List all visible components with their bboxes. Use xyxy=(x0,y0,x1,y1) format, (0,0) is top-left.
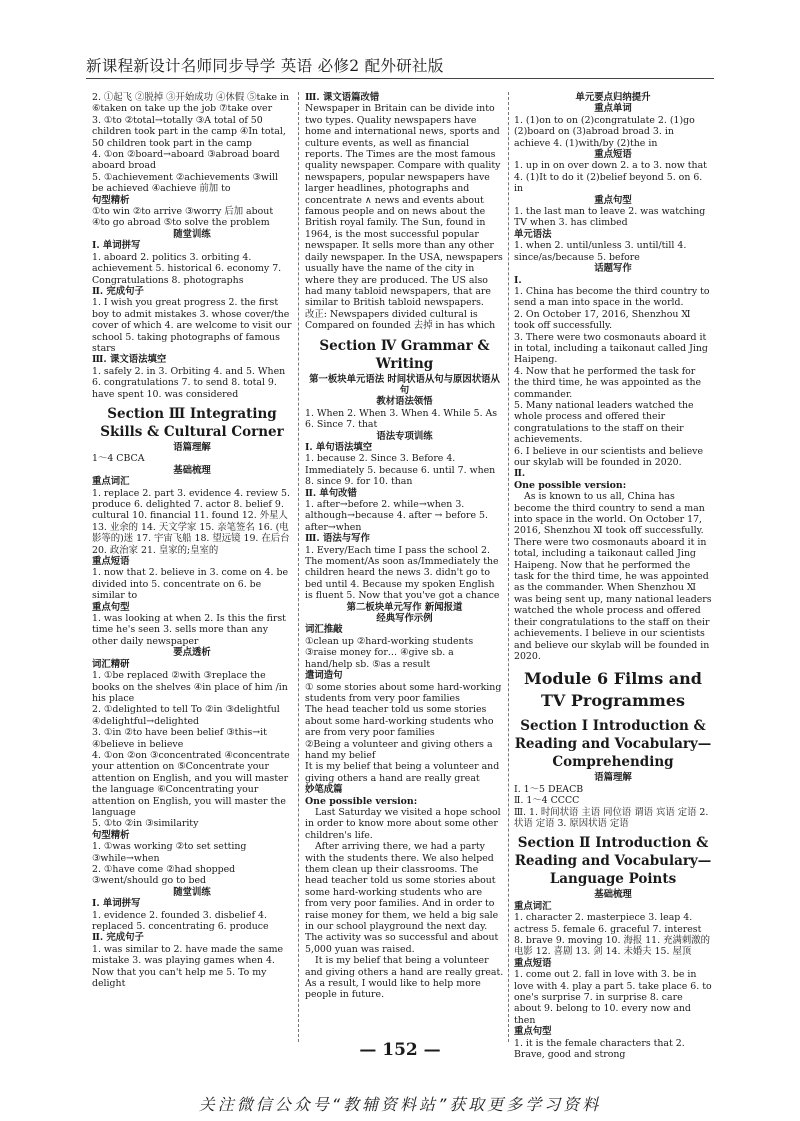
section-title: Section Ⅰ Introduction & Reading and Vocabulary—Comprehending xyxy=(514,718,712,771)
answer-line: 1. the last man to leave 2. was watching TV when 3. has climbed xyxy=(514,206,706,229)
answer-line: 1. When 2. When 3. When 4. While 5. As 6. Since 7. that xyxy=(305,407,498,431)
answer-line: 5. ①to ②in ③similarity xyxy=(92,818,199,830)
answer-line: 1. because 2. Since 3. Before 4. Immediately 5. because 6. until 7. when 8. since 9. for 10. than xyxy=(305,453,496,488)
answer-line: 1. replace 2. part 3. evidence 4. review 5. produce 6. delighted 7. actor 8. belief 9. cultural 10. financial 11. found 12. 外星人 13. 业余的 14. 天文学家 15. 亲笔签名 16. (电影等的)迷 17. 宇宙飞船 18. 望远镜 19. 在后台 20. 政治家 21. 皇家的;皇室的 xyxy=(92,487,290,556)
subsection-heading: 遣词造句 xyxy=(305,670,343,682)
answer-line: Ⅱ. 1～4 CCCC xyxy=(514,795,580,807)
answer-line: 6. I believe in our scientists and believe our skylab will be founded in 2020. xyxy=(514,445,704,468)
subsection-heading: 句型精析 xyxy=(92,829,130,841)
subsection-heading: 重点词汇 xyxy=(514,900,552,912)
column-left xyxy=(92,92,292,989)
subsection-heading: Ⅰ. 单词拼写 xyxy=(92,240,141,252)
subsection-heading: Ⅱ. 单句改错 xyxy=(305,487,357,499)
section-label: 单元要点归纳提升 xyxy=(575,92,651,103)
subsection-heading: 重点词汇 xyxy=(92,476,130,488)
section-label: 话题写作 xyxy=(594,263,632,275)
column-right xyxy=(514,92,712,1060)
page-number: — 152 — xyxy=(359,1040,441,1060)
subsection-heading: 词汇精研 xyxy=(92,658,130,670)
essay-paragraph: It is my belief that being a volunteer and giving others a hand are really great. As a result, I would like to help more people in future. xyxy=(305,955,504,1001)
answer-line: 1. ①was working ②to set setting ③while→when xyxy=(92,841,247,864)
subsection-heading: Ⅱ. 完成句子 xyxy=(92,932,144,944)
answer-line: 1. after→before 2. while→when 3. although→because 4. after → before 5. after→when xyxy=(305,499,488,533)
section-label: 随堂训练 xyxy=(173,886,211,898)
answer-line: 1. (1)on to on (2)congratulate 2. (1)go (2)board on (3)abroad broad 3. in achieve 4. (1)with/by (2)the in xyxy=(514,114,695,149)
column-divider xyxy=(508,92,509,1042)
answer-line: ②Being a volunteer and giving others a hand my belief xyxy=(305,738,493,761)
section-label: 教材语法领悟 xyxy=(376,396,433,408)
section-label: 基础梳理 xyxy=(594,889,632,901)
answer-line: Ⅰ. 1～5 DEACB xyxy=(514,783,584,795)
section-label: 第二板块单元写作 新闻报道 xyxy=(346,601,463,613)
subsection-heading: Ⅲ. 课文语法填空 xyxy=(92,354,167,366)
section-title: Section Ⅲ Integrating Skills & Cultural Corner xyxy=(100,405,284,440)
header-rule xyxy=(86,78,714,79)
section-label: 语篇理解 xyxy=(594,772,632,784)
section-label: 要点透析 xyxy=(173,647,211,659)
answer-line: 1. character 2. masterpiece 3. leap 4. actress 5. female 6. graceful 7. interest 8. brave 9. moving 10. 海报 11. 充满刺激的电影 12. 喜剧 13. 剑 14. 未婚夫 15. 屋顶 xyxy=(514,912,710,958)
subsection-heading: Ⅰ. 单词拼写 xyxy=(92,898,141,910)
answer-line: 1. it is the female characters that 2. Brave, good and strong xyxy=(514,1037,685,1061)
section-label: 语篇理解 xyxy=(173,441,211,453)
answer-line: 1. evidence 2. founded 3. disbelief 4. replaced 5. concentrating 6. produce xyxy=(92,909,269,933)
answer-line: 1. ①be replaced ②with ③replace the books on the shelves ④in place of him /in his place xyxy=(92,670,288,704)
answer-line: 2. ①起飞 ②脱掉 ③开始成功 ④休假 ⑤take in ⑥taken on take up the job ⑦take over xyxy=(92,92,290,115)
answer-line: 1. I wish you great progress 2. the first boy to admit mistakes 3. whose cover/the cover of which 4. are welcome to visit our school 5. taking photographs of famous stars xyxy=(92,297,292,354)
section-title: Section Ⅳ Grammar & Writing xyxy=(319,337,490,372)
answer-line: It is my belief that being a volunteer and giving others a hand are really great xyxy=(305,761,500,784)
answer-line: ①clean up ②hard-working students ③raise money for… ④give sb. a hand/help sb. ⑤as a result xyxy=(305,635,474,670)
answer-line: 1～4 CBCA xyxy=(92,453,145,465)
answer-line: 1. China has become the third country to send a man into space in the world. xyxy=(514,285,710,309)
section-label: 基础梳理 xyxy=(173,464,211,476)
section-label: 第一板块单元语法 时间状语从句与原因状语从句 xyxy=(309,373,500,396)
section-label: 重点单词 xyxy=(594,103,632,115)
subsection-heading: Ⅱ. 完成句子 xyxy=(92,285,144,297)
answer-line: 1. Every/Each time I pass the school 2. The moment/As soon as/Immediately the children heard the news 3. didn't go to bed until 4. Because my spoken English is fluent 5. Now that you've got a chance xyxy=(305,544,500,602)
section-label: 重点句型 xyxy=(594,194,632,206)
answer-line: 1. was looking at when 2. Is this the first time he's seen 3. sells more than any other daily newspaper xyxy=(92,613,286,647)
subsection-heading: Ⅲ. 课文语篇改错 xyxy=(305,92,380,103)
subsection-heading: 重点短语 xyxy=(92,556,130,568)
answer-line: 改正: Newspapers divided cultural is Compared on founded 去掉 in has which xyxy=(305,308,496,332)
subsection-heading: 重点句型 xyxy=(514,1026,552,1038)
module-title: Module 6 Films and TV Programmes xyxy=(524,669,702,711)
answer-line: ①to win ②to arrive ③worry 后加 about ④to go abroad ⑤to solve the problem xyxy=(92,206,274,229)
section-title: Section Ⅱ Introduction & Reading and Vocabulary—Language Points xyxy=(514,835,712,888)
answer-line: 2. ①have come ②had shopped ③went/should go to bed xyxy=(92,864,236,887)
answer-line: 3. ①in ②to have been belief ③this→it ④believe in believe xyxy=(92,727,267,750)
answer-line: 1. come out 2. fall in love with 3. be in love with 4. play a part 5. take place 6. to one's surprise 7. in surprise 8. care about 9. belong to 10. every now and then xyxy=(514,969,712,1026)
footer-note: 关注微信公众号“教辅资料站”获取更多学习资料 xyxy=(198,1095,602,1114)
subsection-heading: Ⅱ. xyxy=(514,468,526,480)
subsection-heading: 重点句型 xyxy=(92,601,130,613)
answer-line: 1. now that 2. believe in 3. come on 4. be divided into 5. concentrate on 6. be similar to xyxy=(92,567,288,602)
answer-line: 5. ①achievement ②achievements ③will be achieved ④achieve 前加 to xyxy=(92,171,278,195)
subsection-heading: 词汇推敲 xyxy=(305,624,343,636)
subsection-heading: One possible version: xyxy=(305,795,418,807)
essay-paragraph: Last Saturday we visited a hope school in order to know more about some other children's life. xyxy=(305,806,501,841)
answer-line: ① some stories about some hard-working students from very poor families xyxy=(305,681,502,704)
answer-line: 4. Now that he performed the task for the third time, he was appointed as the commander. xyxy=(514,365,702,400)
answer-line: 1. was similar to 2. have made the same mistake 3. was playing games when 4. Now that you can't help me 5. To my delight xyxy=(92,943,284,990)
answer-line: 1. when 2. until/unless 3. until/till 4. since/as/because 5. before xyxy=(514,240,687,263)
subsection-heading: 重点短语 xyxy=(514,957,552,969)
answer-line: 5. Many national leaders watched the whole process and offered their congratulations to the staff on their achievements. xyxy=(514,399,694,446)
answer-line: The head teacher told us some stories about some hard-working students who are from very poor families xyxy=(305,704,494,739)
section-label: 经典写作示例 xyxy=(376,613,433,625)
subsection-heading: One possible version: xyxy=(514,479,627,491)
answer-line: 4. ①on ②board→aboard ③abroad board aboard broad xyxy=(92,149,280,172)
subsection-heading: Ⅰ. xyxy=(514,274,522,286)
subsection-heading: 句型精析 xyxy=(92,194,130,206)
answer-line: 2. On October 17, 2016, Shenzhou Ⅺ took off successfully. xyxy=(514,308,691,332)
subsection-heading: Ⅰ. 单句语法填空 xyxy=(305,441,373,453)
subsection-heading: 单元语法 xyxy=(514,228,552,240)
answer-line: 1. safely 2. in 3. Orbiting 4. and 5. When 6. congratulations 7. to send 8. total 9. have spent 10. was considered xyxy=(92,365,286,400)
answer-line: 2. ①delighted to tell To ②in ③delightful ④delightful→delighted xyxy=(92,704,280,727)
answer-line: Ⅲ. 1. 时间状语 主语 同位语 谓语 宾语 定语 2. 状语 定语 3. 原因状语 定语 xyxy=(514,806,709,829)
answer-line: 3. There were two cosmonauts aboard it in total, including a taikonaut called Jing Haipeng. xyxy=(514,331,708,366)
section-label: 随堂训练 xyxy=(173,228,211,240)
essay-paragraph: After arriving there, we had a party with the students there. We also helped them clean up their classrooms. The head teacher told us some stories about some hard-working students who are from very poor families. And in order to raise money for them, we held a big sale in our school playground the next day. The activity was so successful and about 5,000 yuan was raised. xyxy=(305,841,499,955)
answer-line: 3. ①to ②total→totally ③A total of 50 children took part in the camp ④In total, 50 children took part in the camp xyxy=(92,114,286,149)
subsection-heading: Ⅲ. 语法与写作 xyxy=(305,533,370,545)
answer-line: Newspaper in Britain can be divide into two types. Quality newspapers have home and international news, sports and culture events, as well as financial reports. The Times are the most famous quality newspaper. Compare with quality newspapers, popular newspapers have larger headlines, photographs and concentrate ∧ news and events about famous people and on news about the British royal family. The Sun, found in 1964, is the most successful popular newspaper. It sells more than any other daily newspaper. In the USA, newspapers usually have the name of the city in where they are produced. The US also had many tabloid newspapers, that are similar to British tabloid newspapers. xyxy=(305,103,503,309)
answer-line: 1. aboard 2. politics 3. orbiting 4. achievement 5. historical 6. economy 7. Congratulations 8. photographs xyxy=(92,251,282,286)
column-middle xyxy=(305,92,504,1001)
column-divider xyxy=(298,92,299,1042)
section-label: 重点短语 xyxy=(594,149,632,161)
section-label: 语法专项训练 xyxy=(376,430,433,442)
answer-line: 1. up in on over down 2. a to 3. now that 4. (1)It to do it (2)belief beyond 5. on 6. in xyxy=(514,160,707,195)
running-header: 新课程新设计名师同步导学 英语 必修2 配外研社版 xyxy=(86,57,444,75)
essay-paragraph: As is known to us all, China has become the third country to send a man into space in the world. On October 17, 2016, Shenzhou Ⅺ took off successfully. There were two cosmonauts aboard it in total, including a taikonaut called Jing Haipeng. Now that he performed the task for the third time, he was appointed as the commander. When Shenzhou Ⅺ was being sent up, many national leaders watched the whole process and offered their congratulations to the staff on their achievements. I believe in our scientists and believe our skylab will be founded in 2020. xyxy=(514,491,712,662)
answer-line: 4. ①on ②on ③concentrated ④concentrate your attention on ⑤Concentrate your attention on English, and you will master the language ⑥Concentrating your attention on English, you will master the language xyxy=(92,749,290,818)
subsection-heading: 妙笔成篇 xyxy=(305,784,343,796)
